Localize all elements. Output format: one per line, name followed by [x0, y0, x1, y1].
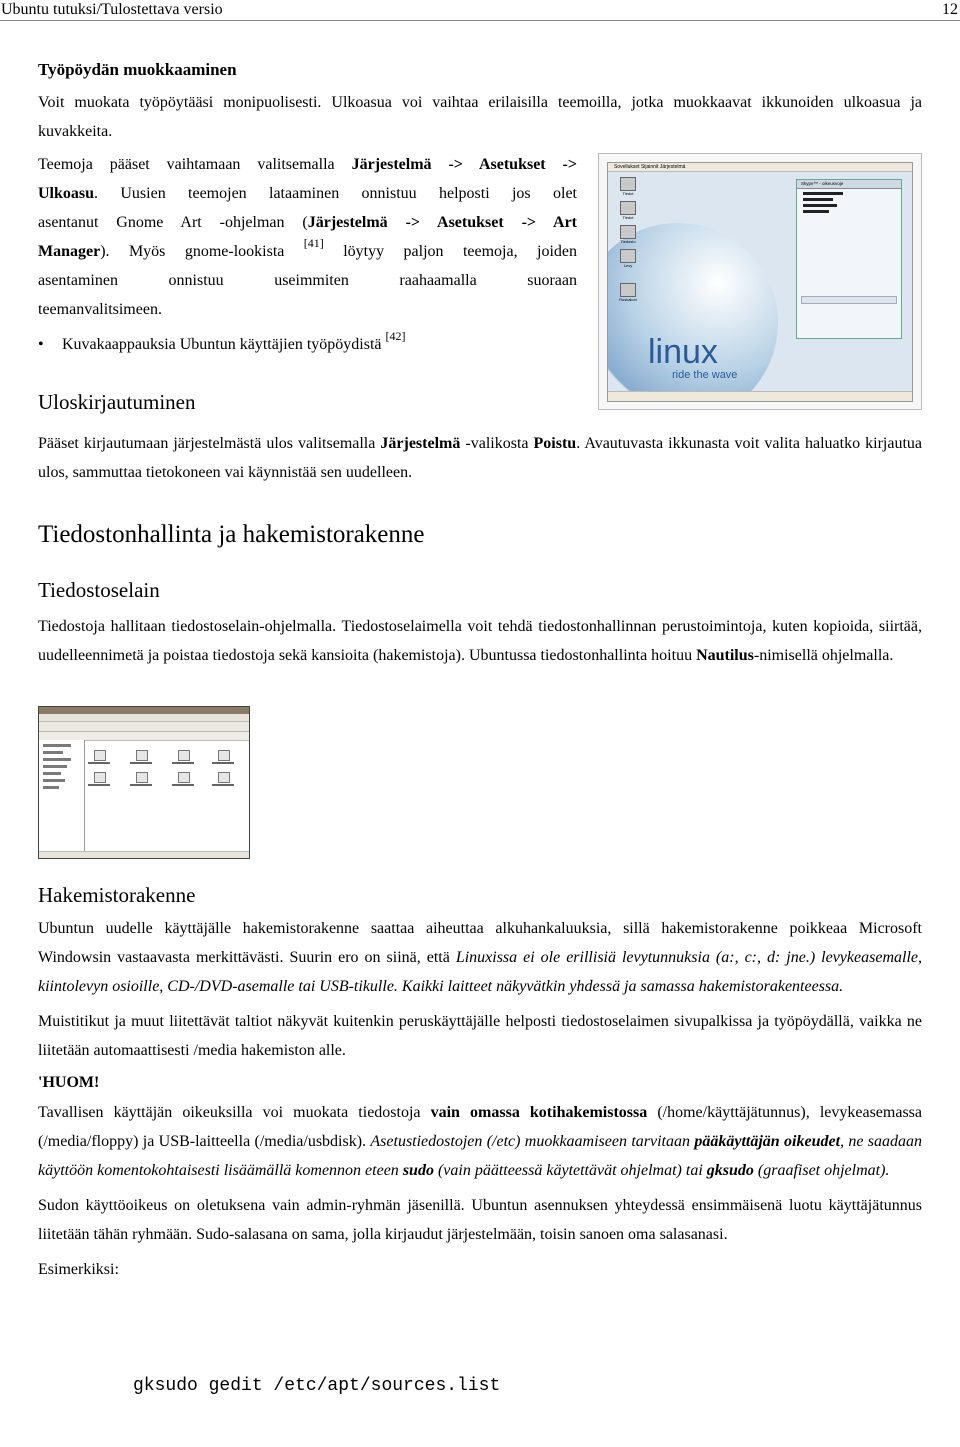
desktop-intro — [38, 88, 922, 146]
browser-paragraph — [38, 612, 922, 670]
trash-icon — [620, 283, 636, 297]
section-browser — [38, 577, 922, 603]
reference-41[interactable]: [41] — [303, 236, 324, 250]
top-panel: Sovellukset Sijainnit Järjestelmä — [608, 163, 912, 172]
file-area — [86, 742, 245, 852]
section-logout — [38, 389, 922, 415]
nautilus-screenshot — [38, 706, 250, 859]
bullet-list — [38, 330, 577, 359]
paragraph: Tavallisen käyttäjän oikeuksilla voi muokata tiedostoja vain omassa kotihakemistossa (/home/käyttäjätunnus), levykeasemassa (/media/floppy) ja USB-laitteella (/media/usbdisk). Asetustiedostojen (/etc) muokkaamiseen tarvitaan pääkäyttäjän oikeudet, ne saadaan käyttöön komentokohtaisesti lisäämällä komennon eteen sudo (vain päätteessä käytettävät ohjelmat) tai gksudo (graafiset ohjelmat). — [38, 1104, 923, 1179]
section-heading: Työpöydän muokkaaminen — [38, 60, 237, 79]
desktop-icon-label: Tiedosto — [620, 239, 636, 244]
paragraph: Voit muokata työpöytääsi monipuolisesti. Ulkoasua voi vaihtaa erilaisilla teemoilla, jotka muokkaavat ikkunoiden ulkoasua ja kuvakkeita. — [38, 94, 922, 140]
desktop-icon-label: Roskakori — [619, 297, 637, 302]
sidebar — [39, 740, 85, 852]
desktop-theme-paragraph — [38, 150, 577, 359]
section-heading: Tiedostoselain — [38, 578, 160, 602]
header-title: Ubuntu tutuksi/Tulostettava versio — [1, 1, 223, 18]
desktop-icon — [620, 201, 636, 215]
desktop-icon — [620, 225, 636, 239]
reference-42[interactable]: [42] — [385, 329, 406, 343]
paragraph-line: Ulkoasu. Uusien teemojen lataaminen onnistuu helposti jos olet — [38, 185, 577, 202]
paragraph-line: asentaminen onnistuu useimmiten raahaamalla suoraan — [38, 272, 577, 289]
section-heading: Tiedostonhallinta ja hakemistorakenne — [38, 521, 425, 548]
paragraph-line: Teemoja pääset vaihtamaan valitsemalla Järjestelmä -> Asetukset -> — [38, 156, 578, 173]
desktop-screenshot — [598, 153, 922, 410]
list-item: • Kuvakaappauksia Ubuntun käyttäjien työpöydistä [42] — [38, 330, 577, 359]
note-label: 'HUOM! — [38, 1074, 100, 1091]
linux-logo: linux ride the wave — [648, 333, 738, 381]
paragraph: Muistitikut ja muut liitettävät taltiot näkyvät kuitenkin peruskäyttäjälle helposti tiedostoselaimen sivupalkissa ja työpöydällä, vaikka ne liitetään automaattisesti /media hakemiston alle. — [38, 1013, 922, 1059]
desktop-icon-label: Levy — [623, 263, 633, 268]
section-desktop — [38, 59, 922, 81]
section-files — [38, 520, 922, 550]
desktop-icon — [620, 249, 636, 263]
paragraph-line: Manager). Myös gnome-lookista [41] löytyy paljon teemoja, joiden — [38, 236, 577, 260]
page-number: 12 — [942, 1, 958, 18]
example-label: Esimerkiksi: — [38, 1261, 119, 1278]
paragraph: Ubuntun uudelle käyttäjälle hakemistorakenne saattaa aiheuttaa alkuhankaluuksia, sillä hakemistorakenne poikkeaa Microsoft Windowsin vastaavasta merkittävästi. Suurin ero on siinä, että Linuxissa ei ole erillisiä levytunnuksia (a:, c:, d: jne.) levykeasemalle, kiintolevyn osioille, CD-/DVD-asemalle tai USB-tikulle. Kaikki laitteet näkyvätkin yhdessä ja samassa hakemistorakenteessa. — [38, 920, 922, 995]
paragraph-line: teemanvalitsimeen. — [38, 301, 162, 318]
code-example — [133, 1376, 500, 1396]
section-heading: Hakemistorakenne — [38, 883, 196, 907]
dirs-body — [38, 914, 922, 1284]
paragraph-line: asentanut Gnome Art -ohjelman (Järjestelmä -> Asetukset -> Art — [38, 214, 577, 231]
skype-window: Skype™ - oikeusvoje — [796, 179, 902, 339]
section-heading: Uloskirjautuminen — [38, 390, 196, 414]
logout-paragraph — [38, 429, 922, 487]
desktop-icon-label: Tiedot — [622, 215, 634, 220]
paragraph: Sudon käyttöoikeus on oletuksena vain admin-ryhmän jäsenillä. Ubuntun asennuksen yhteydessä ensimmäisenä luotu käyttäjätunnus liitetään tähän ryhmään. Sudo-salasana on sama, jolla kirjaudut järjestelmään, toisin sanoen oma salasanasi. — [38, 1197, 922, 1243]
command: gksudo gedit /etc/apt/sources.list — [133, 1376, 501, 1396]
desktop-icon — [620, 177, 636, 191]
paragraph: Tiedostoja hallitaan tiedostoselain-ohjelmalla. Tiedostoselaimella voit tehdä tiedostonhallinnan perustoimintoja, kuten kopioida, siirtää, uudelleennimetä ja poistaa tiedostoja sekä kansioita (hakemistoja). Ubuntussa tiedostonhallinta hoituu Nautilus-nimisellä ohjelmalla. — [38, 618, 922, 664]
desktop-icon-label: Tiedot — [622, 191, 634, 196]
section-dirs — [38, 882, 922, 908]
paragraph: Pääset kirjautumaan järjestelmästä ulos valitsemalla Järjestelmä -valikosta Poistu. Avautuvasta ikkunasta voit valita haluatko kirjautua ulos, sammuttaa tietokoneen vai käynnistää sen uudelleen. — [38, 435, 922, 481]
page-header — [0, 0, 960, 21]
